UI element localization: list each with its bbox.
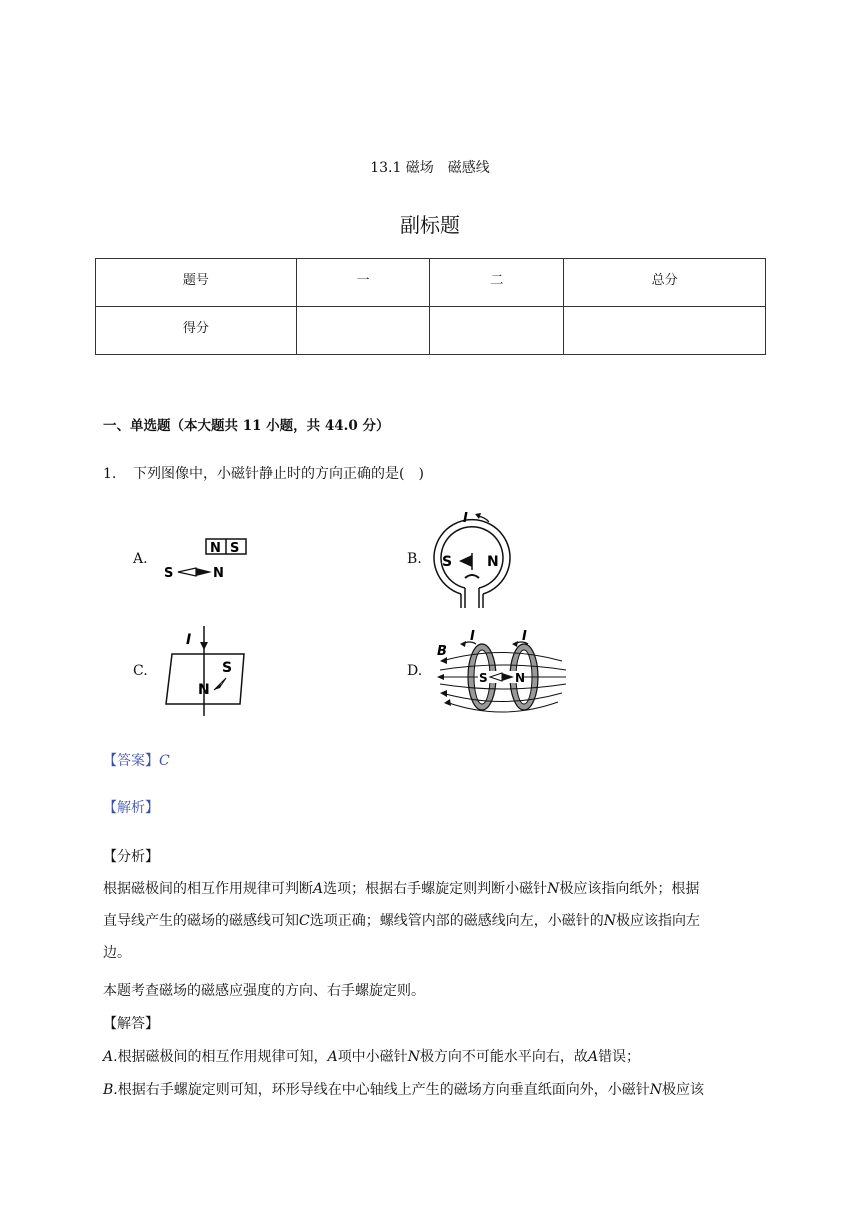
table-header-cell: 一 [296,259,430,307]
analysis-label: 【解析】 [103,800,159,816]
current-i-label: I [186,632,192,648]
question-text: 下列图像中，小磁针静止时的方向正确的是( ) [133,466,424,482]
answer-prefix: 【答案】 [103,753,159,769]
question-number: 1. [103,466,117,482]
fenxi-label: 【分析】 [103,849,159,865]
needle-n-label: N [198,682,210,698]
table-header-cell: 总分 [564,259,766,307]
magnet-s-label: S [230,541,240,556]
current-i-label: I [470,629,475,644]
jieda-label: 【解答】 [103,1016,159,1032]
option-a-label: A. [133,551,148,567]
jieda-line-b: B.根据右手螺旋定则可知，环形导线在中心轴线上产生的磁场方向垂直纸面向外，小磁针N极应该 [103,1082,704,1098]
option-b-label: B. [407,551,422,567]
table-row-label: 得分 [96,307,297,355]
table-row [96,259,766,307]
document-subtitle: 副标题 [400,213,460,237]
needle-n-label: N [213,566,224,581]
figure-a-bar-magnet [160,534,260,584]
summary-line: 本题考查磁场的磁感应强度的方向、右手螺旋定则。 [103,983,425,999]
current-i-label: I [522,629,527,644]
field-b-label: B [437,644,447,659]
option-c-label: C. [133,663,148,679]
question-1 [103,463,424,483]
score-cell[interactable] [296,307,430,355]
figure-b-ring-current [425,508,520,610]
jieda-line-a: A.根据磁极间的相互作用规律可知，A项中小磁针N极方向不可能水平向右，故A错误； [103,1049,641,1065]
answer-line [103,750,170,770]
needle-s-label: S [442,554,453,570]
needle-s-label: S [479,671,488,685]
fenxi-line-1: 根据磁极间的相互作用规律可判断A选项；根据右手螺旋定则判断小磁针N极应该指向纸外；根据 [103,881,700,897]
score-table [95,258,766,355]
section-heading: 一、单选题（本大题共 11 小题，共 44.0 分） [103,418,390,434]
needle-s-label: S [164,566,174,581]
score-cell[interactable] [564,307,766,355]
fenxi-line-3: 边。 [103,945,131,961]
score-cell[interactable] [430,307,564,355]
needle-s-label: S [222,660,233,676]
figure-d-coils [432,624,572,719]
table-header-cell: 二 [430,259,564,307]
current-i-label: I [463,511,468,526]
table-header-cell: 题号 [96,259,297,307]
answer-value: C [159,753,170,769]
fenxi-line-2: 直导线产生的磁场的磁感线可知C选项正确；螺线管内部的磁感线向左，小磁针的N极应该指向左 [103,913,700,929]
needle-n-label: N [515,671,526,685]
figure-c-straight-wire [160,624,255,719]
fenxi-paragraph [103,873,763,969]
option-d-label: D. [407,663,423,679]
table-row [96,307,766,355]
needle-n-label: N [487,554,499,570]
magnet-n-label: N [210,541,221,556]
document-title: 13.1 磁场 磁感线 [370,160,490,176]
